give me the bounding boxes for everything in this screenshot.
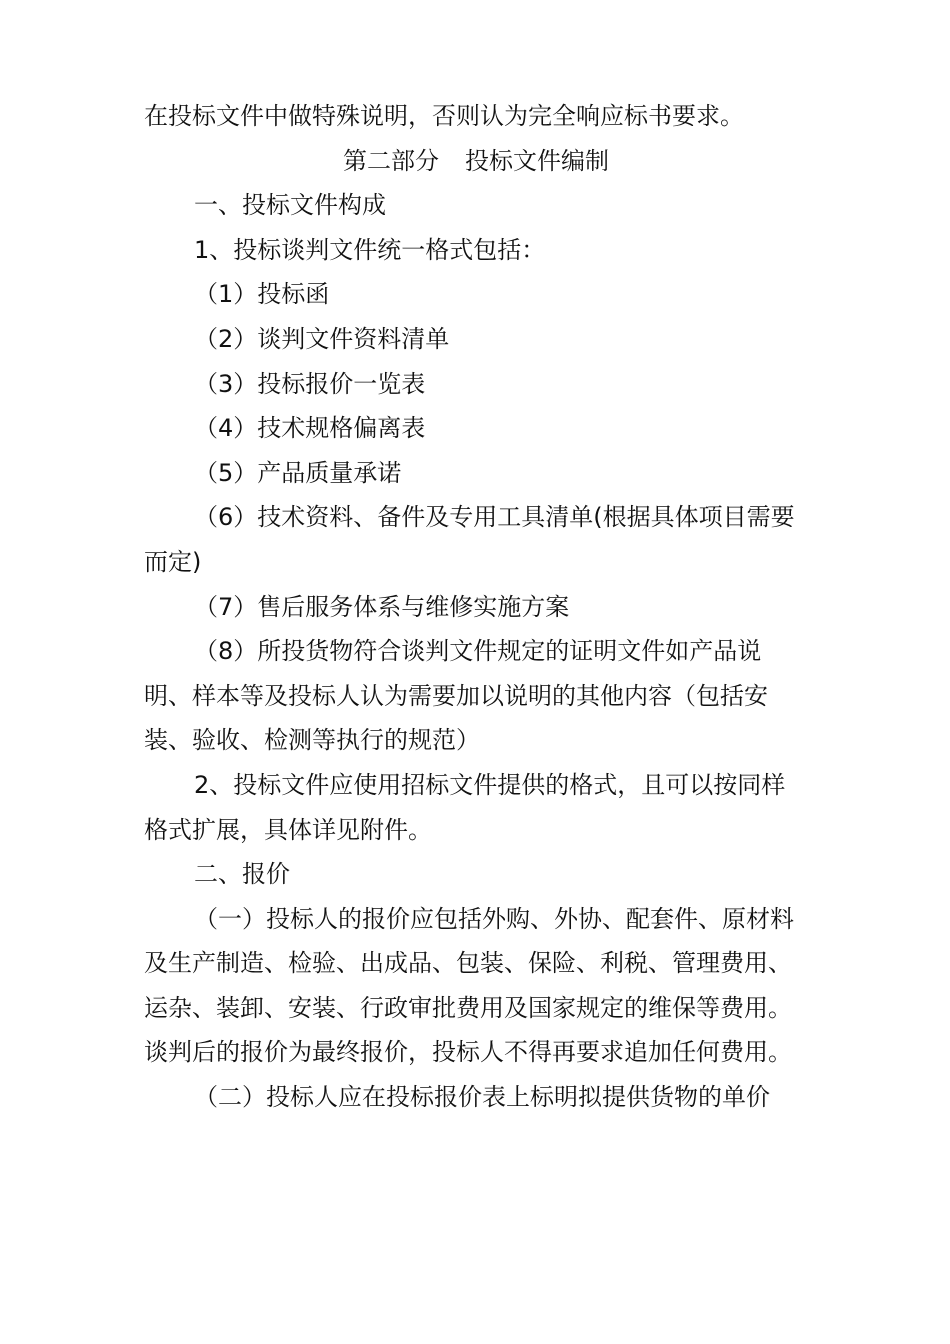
document-body	[144, 94, 808, 1120]
price-paragraph-2: （二）投标人应在投标报价表上标明拟提供货物的单价	[194, 1083, 770, 1112]
list-item: （1）投标函	[194, 280, 330, 309]
section-heading-price: 二、报价	[194, 860, 290, 889]
format-intro-paragraph: 1、投标谈判文件统一格式包括：	[194, 235, 546, 264]
list-item: （3）投标报价一览表	[194, 369, 426, 398]
list-item: （5）产品质量承诺	[194, 458, 402, 487]
list-item: （8）所投货物符合谈判文件规定的证明文件如产品说明、样本等及投标人认为需要加以说明的其他内容（包括安装、验收、检测等执行的规范）	[144, 637, 768, 755]
format-paragraph: 2、投标文件应使用招标文件提供的格式，且可以按同样格式扩展，具体详见附件。	[144, 770, 786, 844]
part-title-number: 第二部分	[343, 146, 439, 175]
list-item: （4）技术规格偏离表	[194, 414, 426, 443]
list-item: （6）技术资料、备件及专用工具清单(根据具体项目需要而定)	[144, 503, 795, 576]
price-paragraph-1: （一）投标人的报价应包括外购、外协、配套件、原材料及生产制造、检验、出成品、包装、保险、利税、管理费用、运杂、装卸、安装、行政审批费用及国家规定的维保等费用。谈判后的报价为最终报价，投标人不得再要求追加任何费用。	[144, 904, 794, 1067]
section-heading-composition: 一、投标文件构成	[194, 191, 386, 220]
part-title	[144, 139, 808, 184]
list-item: （7）售后服务体系与维修实施方案	[194, 592, 570, 621]
part-title-name: 投标文件编制	[465, 146, 609, 175]
continuation-paragraph: 在投标文件中做特殊说明，否则认为完全响应标书要求。	[144, 102, 744, 130]
list-item: （2）谈判文件资料清单	[194, 324, 450, 353]
